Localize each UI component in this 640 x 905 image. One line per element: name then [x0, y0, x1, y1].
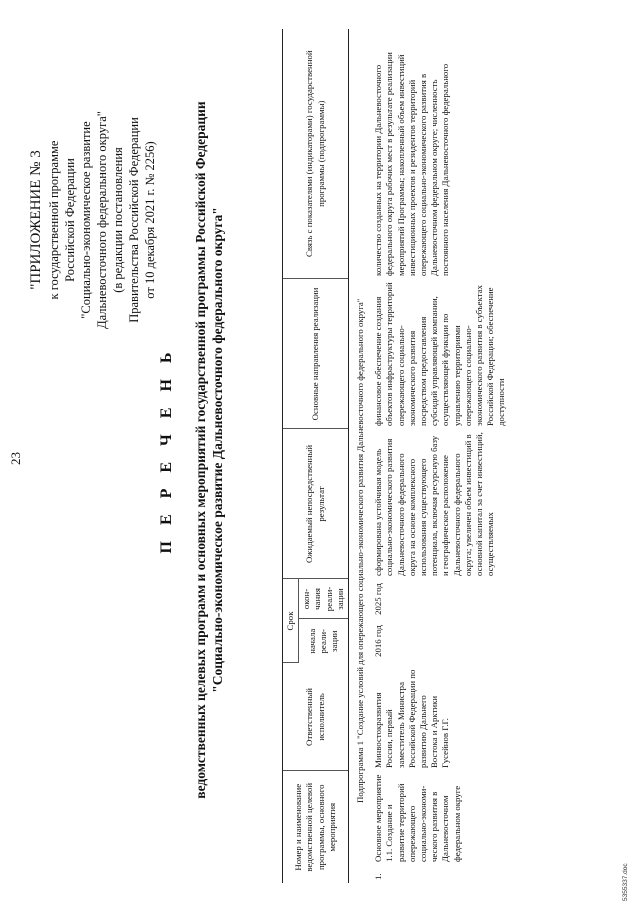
row-executor: Минвостокразвития России, первый заместитель Министра Российской Федерации по развитию Дальнего Востока и Арктики Гусейнов Г.Г.: [373, 669, 451, 768]
appendix-line: "Социально-экономическое развитие: [79, 121, 93, 319]
table-row: [370, 29, 507, 883]
document-heading: [158, 35, 226, 865]
appendix-line: от 10 декабря 2021 г. № 2256): [143, 141, 157, 299]
file-id: 5355337.doc: [622, 863, 629, 901]
row-indicators: количество созданных на территории Дальневосточного федерального округа рабочих мест в результате реализации мероприятий Программы; накопленный объем инвестиций инвестиционных проектов и резидентов территорий опережающего социально-экономического развития в Дальневосточном федеральном округе; численность постоянного населения Дальневосточного федерального: [373, 52, 451, 276]
appendix-line: к государственной программе: [47, 140, 61, 300]
table-header-row: [283, 29, 299, 883]
subprogram-row: [349, 29, 371, 883]
document-subtitle-line1: ведомственных целевых программ и основных мероприятий государственной программы Российской Федерации: [193, 101, 208, 799]
appendix-line: Российской Федерации: [63, 158, 77, 282]
appendix-line: Дальневосточного федерального округа": [95, 111, 109, 329]
row-name-cell: [370, 771, 507, 883]
row-directions: финансовое обеспечение создания объектов инфраструктуры территорий опережающего социально-экономического развития посредством предоставления субсидий управляющей компании, осуществляющей функции по управлению территориями опережающего социально-экономического развития в субъектах Российской Федерации; обеспечение доступности: [373, 282, 507, 426]
subprogram-title: Подпрограмма 1 "Создание условий для опережающего социально-экономического развития Дальневосточного федерального округа": [355, 298, 366, 803]
row-start: 2016 год: [373, 625, 384, 657]
header-result: Ожидаемый непосредственный результат: [283, 429, 349, 579]
appendix-line: (в редакции постановления: [111, 147, 125, 293]
page-number: 23: [8, 452, 23, 465]
row-number: 1.: [373, 873, 384, 880]
measures-table: [282, 29, 508, 883]
header-term-end: окон-чания реали-зации: [299, 579, 349, 619]
header-indicators: Связь с показателями (индикаторами) государственной программы (подпрограммы): [283, 29, 349, 279]
row-end: 2025 год: [373, 583, 384, 615]
header-term: Срок: [283, 579, 299, 663]
header-name: Номер и наименование ведомственной целевой программы, основного мероприятия: [283, 771, 349, 883]
document-title: П Е Р Е Ч Е Н Ь: [158, 346, 175, 554]
row-name: Основное мероприятие 1.1. Создание и развитие территорий опережающего социально-экономи-ческого развития в Дальневосточном федеральном округе: [373, 774, 462, 862]
appendix-line: Правительства Российской Федерации: [127, 117, 141, 323]
row-result: сформирована устойчивая модель социально-экономического развития Дальневосточного федерального округа на основе комплексного использования существующего потенциала, включая ресурсную базу и географическое расположение Дальневосточного федерального округа; увеличен объем инвестиций в основной капитал за счет инвестиций, осуществляемых: [373, 432, 496, 576]
header-executor: Ответственный исполнитель: [283, 663, 349, 771]
document-subtitle-line2: "Социально-экономическое развитие Дальневосточного федерального округа": [210, 207, 225, 693]
header-term-start: начала реали-зации: [299, 619, 349, 663]
appendix-block: [26, 55, 158, 385]
header-directions: Основные направления реализации: [283, 279, 349, 429]
appendix-title: "ПРИЛОЖЕНИЕ № 3: [28, 150, 44, 290]
